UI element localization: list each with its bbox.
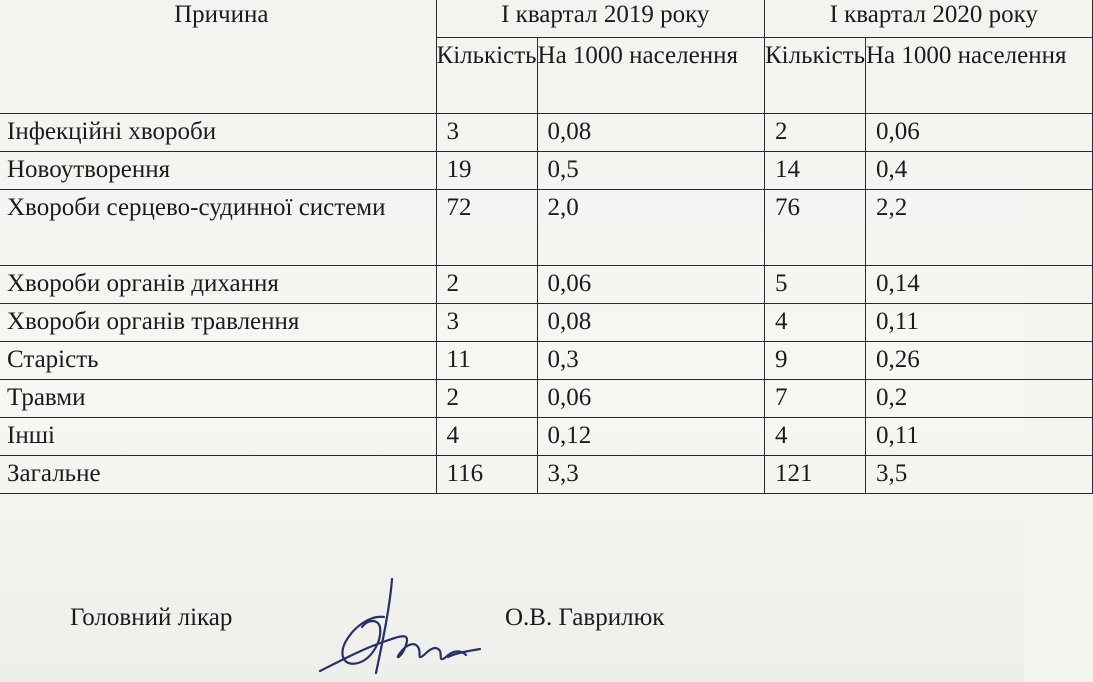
row-cause: Старість	[0, 342, 436, 380]
signatory-name: О.В. Гаврилюк	[505, 604, 665, 631]
row-count-2019: 4	[436, 418, 537, 456]
row-count-2020: 4	[764, 418, 865, 456]
row-per1000-2019: 0,12	[537, 418, 764, 456]
header-count-2019: Кількість	[436, 38, 537, 114]
row-count-2020: 7	[764, 380, 865, 418]
row-cause: Травми	[0, 380, 436, 418]
table-row	[0, 152, 1093, 190]
row-per1000-2019: 0,06	[537, 266, 764, 304]
table-row	[0, 190, 1093, 266]
row-per1000-2020: 0,14	[866, 266, 1093, 304]
row-count-2020: 76	[764, 190, 865, 266]
header-count-2020: Кількість	[764, 38, 865, 114]
row-cause: Інфекційні хвороби	[0, 114, 436, 152]
row-per1000-2019: 0,3	[537, 342, 764, 380]
row-cause: Хвороби органів травлення	[0, 304, 436, 342]
row-cause: Новоутворення	[0, 152, 436, 190]
row-per1000-2020: 0,26	[866, 342, 1093, 380]
table-row-total	[0, 456, 1093, 494]
row-cause: Хвороби серцево-судинної системи	[0, 190, 436, 266]
table-row	[0, 266, 1093, 304]
row-count-2020: 9	[764, 342, 865, 380]
row-per1000-2019: 0,08	[537, 304, 764, 342]
header-cause: Причина	[0, 0, 436, 114]
row-per1000-2020: 0,11	[866, 304, 1093, 342]
header-period-2019: І квартал 2019 року	[436, 0, 764, 38]
row-per1000-2020: 0,06	[866, 114, 1093, 152]
row-count-2020: 14	[764, 152, 865, 190]
row-count-2019: 3	[436, 304, 537, 342]
header-period-2020: І квартал 2020 року	[764, 0, 1092, 38]
header-per1000-2019: На 1000 населення	[537, 38, 764, 114]
row-cause: Загальне	[0, 456, 436, 494]
row-per1000-2019: 2,0	[537, 190, 764, 266]
row-count-2020: 121	[764, 456, 865, 494]
row-count-2020: 4	[764, 304, 865, 342]
row-count-2019: 72	[436, 190, 537, 266]
table-row	[0, 114, 1093, 152]
header-per1000-2020: На 1000 населення	[866, 38, 1093, 114]
signatory-position: Головний лікар	[70, 604, 233, 631]
row-per1000-2019: 0,06	[537, 380, 764, 418]
table-row	[0, 418, 1093, 456]
table-header-row	[0, 0, 1093, 38]
row-count-2019: 11	[436, 342, 537, 380]
row-per1000-2020: 0,4	[866, 152, 1093, 190]
row-count-2019: 19	[436, 152, 537, 190]
row-per1000-2020: 3,5	[866, 456, 1093, 494]
table-row	[0, 304, 1093, 342]
table-row	[0, 380, 1093, 418]
row-per1000-2019: 3,3	[537, 456, 764, 494]
row-per1000-2019: 0,5	[537, 152, 764, 190]
row-count-2019: 2	[436, 266, 537, 304]
row-count-2019: 3	[436, 114, 537, 152]
row-cause: Хвороби органів дихання	[0, 266, 436, 304]
row-per1000-2020: 0,11	[866, 418, 1093, 456]
row-per1000-2020: 0,2	[866, 380, 1093, 418]
row-count-2020: 2	[764, 114, 865, 152]
row-count-2019: 2	[436, 380, 537, 418]
row-per1000-2019: 0,08	[537, 114, 764, 152]
table-row	[0, 342, 1093, 380]
row-cause: Інші	[0, 418, 436, 456]
row-count-2020: 5	[764, 266, 865, 304]
row-count-2019: 116	[436, 456, 537, 494]
row-per1000-2020: 2,2	[866, 190, 1093, 266]
handwritten-signature	[310, 575, 490, 682]
